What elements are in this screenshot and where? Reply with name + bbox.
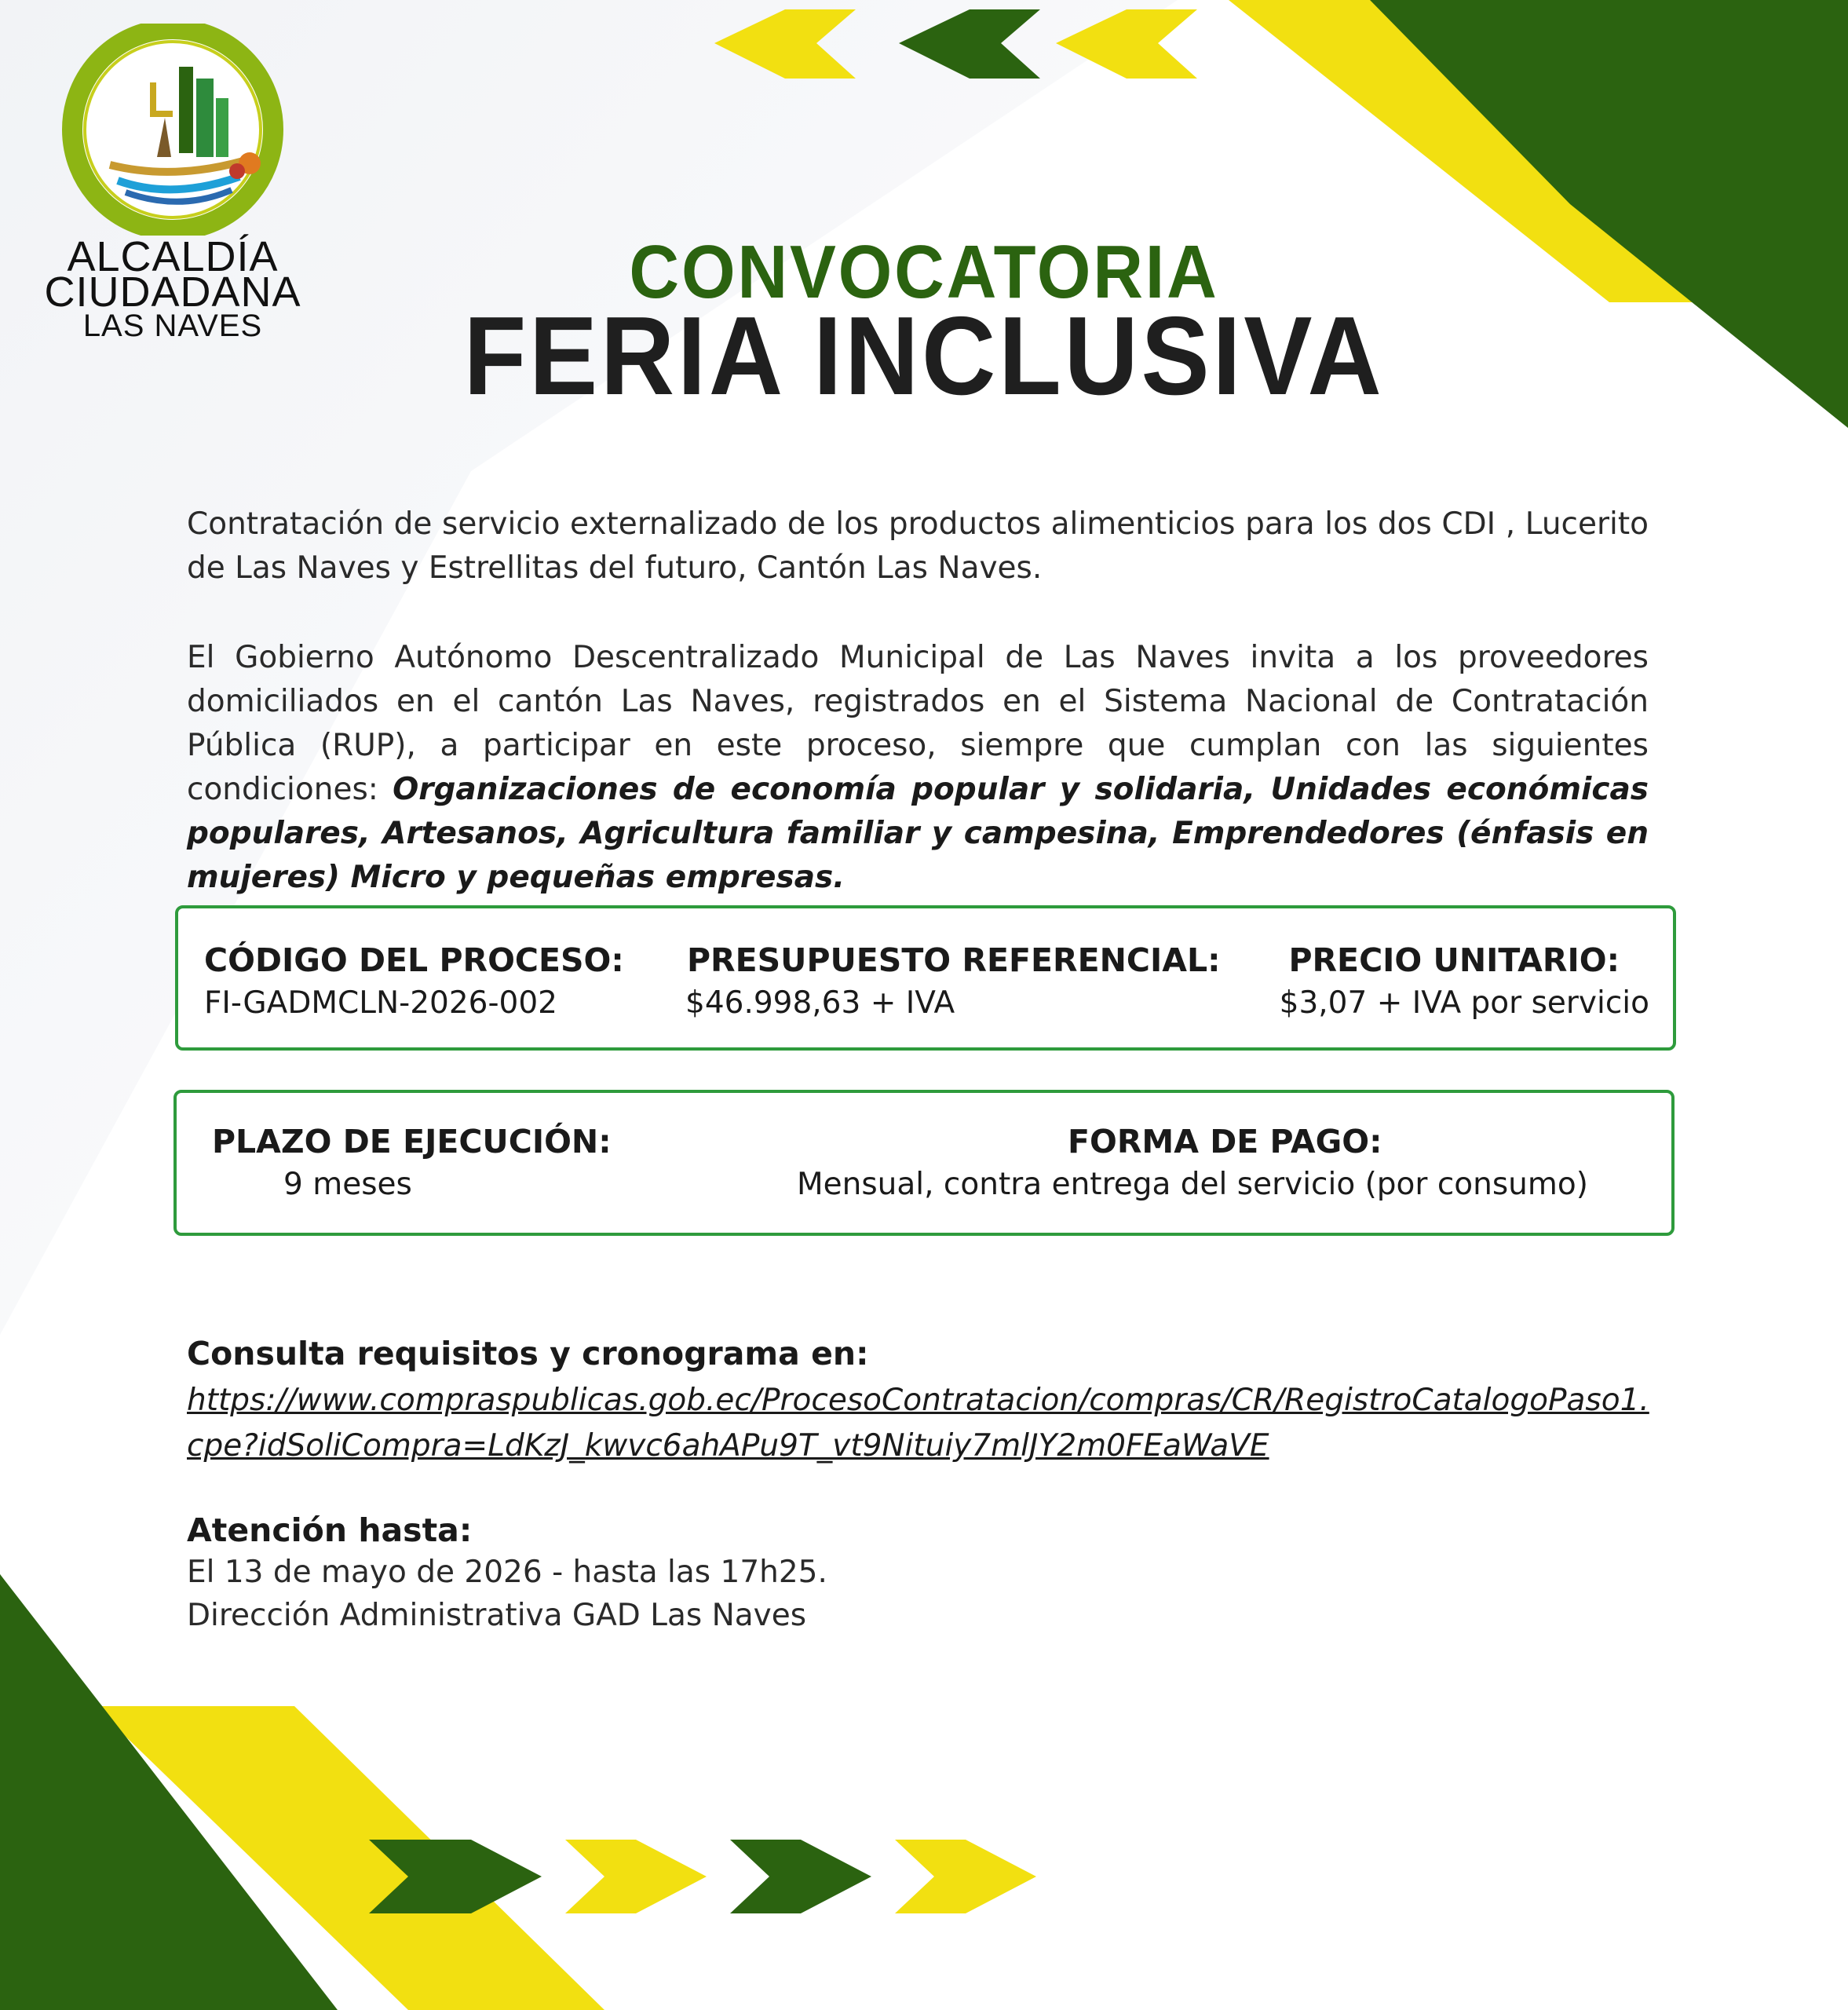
consult-title: Consulta requisitos y cronograma en: bbox=[187, 1335, 869, 1372]
invitation-text: El Gobierno Autónomo Descentralizado Municipal de Las Naves invita a los proveedores domiciliados en el cantón Las Naves, registrados en el Sistema Nacional de Contratación Pública (RUP), a participar en este proceso, siempre que cumplan con las siguientes condiciones: bbox=[187, 640, 1649, 807]
process-code-value: FI-GADMCLN-2026-002 bbox=[204, 985, 557, 1021]
bottom-chevrons bbox=[369, 1840, 1036, 1913]
attention-title: Atención hasta: bbox=[187, 1511, 473, 1549]
process-info-box bbox=[175, 905, 1676, 1051]
top-chevrons bbox=[714, 9, 1197, 79]
logo-line-2: CIUDADANA bbox=[44, 269, 301, 316]
budget-label: PRESUPUESTO REFERENCIAL: bbox=[687, 941, 1221, 979]
chevron-bottom-2 bbox=[565, 1840, 707, 1913]
execution-term-value: 9 meses bbox=[283, 1167, 412, 1202]
title-feria-inclusiva: FERIA INCLUSIVA bbox=[463, 294, 1385, 418]
intro-paragraph: Contratación de servicio externalizado de los productos alimenticios para los dos CDI , Lucerito de Las Naves y Estrellitas del futuro, Cantón Las Naves. bbox=[187, 506, 1649, 586]
logo-line-3: LAS NAVES bbox=[82, 309, 263, 343]
invitation-paragraph bbox=[187, 636, 1649, 900]
chevron-bottom-3 bbox=[730, 1840, 871, 1913]
unit-price-value: $3,07 + IVA por servicio bbox=[1279, 985, 1649, 1021]
process-code-label: CÓDIGO DEL PROCESO: bbox=[204, 941, 624, 979]
payment-method-value: Mensual, contra entrega del servicio (por consumo) bbox=[797, 1167, 1588, 1202]
logo-emblem-icon bbox=[55, 24, 290, 236]
invitation-conditions: Organizaciones de economía popular y solidaria, Unidades económicas populares, Artesanos, Agricultura familiar y campesina, Emprendedores (énfasis en mujeres) Micro y pequeñas empresas. bbox=[187, 772, 1649, 895]
consult-link[interactable]: https://www.compraspublicas.gob.ec/ProcesoContratacion/compras/CR/RegistroCatalogoPaso1.cpe?idSoliCompra=LdKzJ_kwvc6ahAPu9T_vt9Nituiy7mlJY2m0FEaWaVE bbox=[187, 1383, 1649, 1464]
attention-office: Dirección Administrativa GAD Las Naves bbox=[187, 1598, 807, 1633]
chevron-bottom-4 bbox=[895, 1840, 1036, 1913]
payment-method-label: FORMA DE PAGO: bbox=[1068, 1123, 1382, 1160]
logo-line-1: ALCALDÍA bbox=[67, 233, 279, 280]
terms-info-box bbox=[173, 1090, 1675, 1236]
unit-price-label: PRECIO UNITARIO: bbox=[1288, 941, 1620, 979]
budget-value: $46.998,63 + IVA bbox=[685, 985, 955, 1021]
attention-date: El 13 de mayo de 2026 - hasta las 17h25. bbox=[187, 1555, 827, 1590]
title-convocatoria: CONVOCATORIA bbox=[629, 230, 1219, 314]
execution-term-label: PLAZO DE EJECUCIÓN: bbox=[212, 1123, 612, 1160]
